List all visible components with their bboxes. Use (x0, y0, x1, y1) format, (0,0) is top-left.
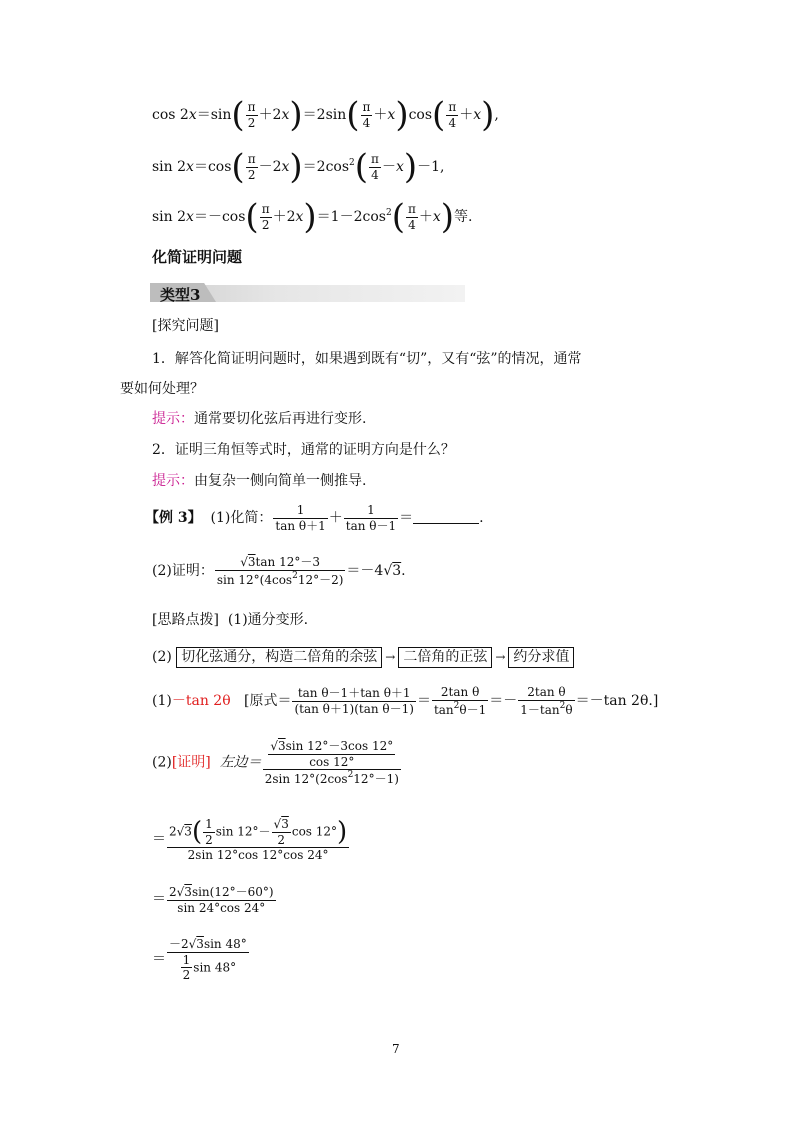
example-3-part2: (2)证明： $\frac{√3\tan 12^\circ-3}{\sin 12^\circ(4\cos^212^\circ-2)}$ ＝－4√3. (152, 555, 406, 587)
type-label: 类型3 (160, 286, 201, 304)
proof-step-1: ＝ 2√3( $\frac{1}{2}$ sin 12°－ $\frac{√3}{2}$ cos 12°) 2sin 12°cos 12°cos 24° (152, 817, 348, 863)
answer-1: (1)－tan 2θ [原式＝ $\frac{\text{tan θ－1＋tan θ＋1}}{\text{(tan θ＋1)(tan θ－1)}}$ ＝ $\frac{\text{2tan θ}}{\tan^2\theta-1}$ ＝－ $\frac{\text{2tan θ}}{1-\tan^2\theta}$ ＝－tan 2θ.] (152, 685, 659, 717)
explore-header: [探究问题] (152, 318, 219, 334)
question-1-cont: 要如何处理？ (120, 381, 204, 397)
proof-start: (2)[证明] 左边＝ $\frac{\frac{√3\sin 12^\circ-3\cos 12^\circ}{\cos 12^\circ}}{2\sin 12^\circ(2\cos^212^\circ-1)}$ (152, 739, 399, 787)
tips: [思路点拨] (1)通分变形. (152, 612, 309, 628)
flow-step-1: 切化弦通分，构造二倍角的余弦 (176, 647, 382, 668)
proof-step-3: ＝ －2√3sin 48° $\frac{1}{2}$ sin 48° (152, 937, 247, 983)
formula-sin2x-neg: sin 2x＝－cos( $\frac{\pi}{2}$ $+2x)=1-2\cos^2$( $\frac{\pi}{4}$ ＋x)等. (152, 197, 473, 237)
arrow-right-icon: → (495, 650, 506, 664)
flow-step-2: 二倍角的正弦 (398, 647, 492, 668)
question-1: 1．解答化简证明问题时，如果遇到既有“切”，又有“弦”的情况，通常 (152, 351, 582, 367)
arrow-right-icon: → (385, 650, 396, 664)
proof-step-2: ＝ $\frac{2√3\sin(12^\circ-60^\circ)}{\sin 24^\circ\cos 24^\circ}$ (152, 885, 274, 915)
hint-1: 提示：通常要切化弦后再进行变形. (152, 411, 367, 427)
formula-sin2x: sin 2x＝cos( $\frac{\pi}{2}$ $-2x)=2\cos^2$( $\frac{\pi}{4}$ －x)－1, (152, 147, 445, 187)
formula-cos2x: cos 2x＝sin( $\frac{\pi}{2}$ ＋2x)＝2sin( $\frac{\pi}{4}$ ＋x)cos( $\frac{\pi}{4}$ ＋x), (152, 95, 499, 135)
question-2: 2．证明三角恒等式时，通常的证明方向是什么？ (152, 442, 455, 458)
hint-2: 提示：由复杂一侧向简单一侧推导. (152, 473, 367, 489)
section-title: 化简证明问题 (152, 248, 243, 266)
page-number: 7 (392, 1042, 400, 1056)
flow-chart: (2) 切化弦通分，构造二倍角的余弦 → 二倍角的正弦 → 约分求值 (152, 647, 574, 668)
example-3-part1: 【例 3】 (1)化简： $\frac{1}{\text{tan θ＋1}}$ ＋ $\frac{1}{\text{tan θ－1}}$ ＝ . (145, 503, 484, 533)
flow-step-3: 约分求值 (508, 647, 574, 668)
answer-blank (413, 509, 479, 524)
